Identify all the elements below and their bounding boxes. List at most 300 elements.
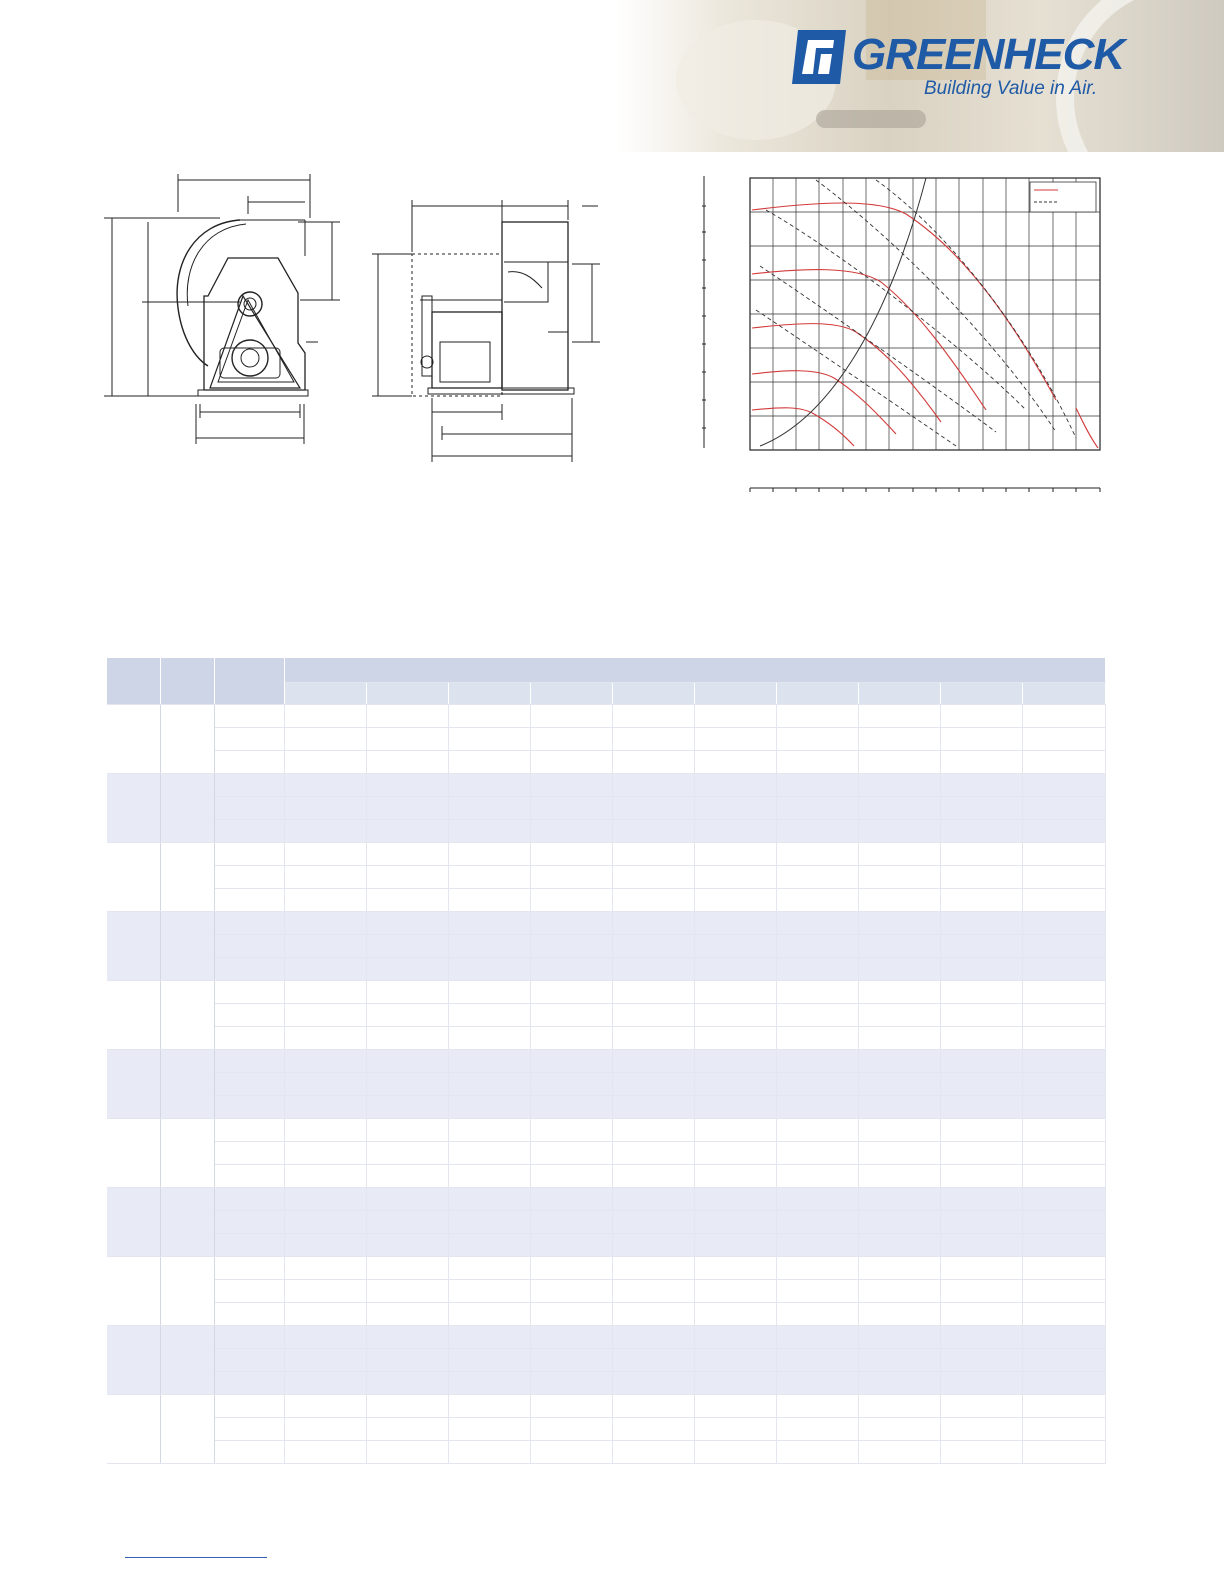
table-cell (940, 1326, 1022, 1349)
group-cell-size (107, 705, 160, 774)
table-cell (940, 728, 1022, 751)
table-cell (284, 1050, 366, 1073)
subheader-cell (694, 683, 776, 705)
table-cell (530, 889, 612, 912)
group-cell-size (107, 912, 160, 981)
table-row (107, 1280, 1105, 1303)
table-cell (366, 1280, 448, 1303)
table-cell (612, 866, 694, 889)
row-label-cell (214, 1211, 284, 1234)
table-cell (612, 1280, 694, 1303)
table-cell (694, 1303, 776, 1326)
table-cell (1022, 797, 1105, 820)
table-cell (448, 912, 530, 935)
table-cell (694, 797, 776, 820)
table-cell (612, 912, 694, 935)
table-cell (858, 958, 940, 981)
performance-table (107, 658, 1106, 1464)
side-view-drawing (372, 192, 602, 467)
table-cell (448, 1441, 530, 1464)
row-label-cell (214, 1280, 284, 1303)
table-cell (284, 1349, 366, 1372)
table-cell (284, 1418, 366, 1441)
group-cell-size (107, 1326, 160, 1395)
group-cell-size (107, 843, 160, 912)
table-cell (1022, 935, 1105, 958)
table-cell (858, 1142, 940, 1165)
table-cell (694, 935, 776, 958)
table-cell (858, 1303, 940, 1326)
group-cell-size (107, 1395, 160, 1464)
row-label-cell (214, 1050, 284, 1073)
table-cell (940, 1303, 1022, 1326)
row-label-cell (214, 1372, 284, 1395)
table-cell (694, 751, 776, 774)
table-cell (612, 1441, 694, 1464)
table-cell (448, 1303, 530, 1326)
table-cell (694, 1165, 776, 1188)
table-cell (694, 889, 776, 912)
table-cell (940, 1257, 1022, 1280)
table-cell (530, 958, 612, 981)
table-cell (612, 1050, 694, 1073)
table-cell (366, 1418, 448, 1441)
group-cell-model (160, 912, 214, 981)
table-cell (694, 1096, 776, 1119)
table-cell (1022, 1050, 1105, 1073)
table-cell (858, 1349, 940, 1372)
table-row (107, 1395, 1105, 1418)
group-cell-model (160, 1050, 214, 1119)
table-row (107, 1142, 1105, 1165)
subheader-cell (612, 683, 694, 705)
table-cell (612, 1349, 694, 1372)
table-row (107, 958, 1105, 981)
table-cell (940, 1349, 1022, 1372)
table-cell (530, 1280, 612, 1303)
table-cell (858, 820, 940, 843)
table-cell (530, 1349, 612, 1372)
table-cell (284, 1004, 366, 1027)
row-label-cell (214, 797, 284, 820)
table-cell (284, 1395, 366, 1418)
table-cell (448, 843, 530, 866)
table-cell (858, 935, 940, 958)
table-cell (1022, 1372, 1105, 1395)
table-cell (858, 1050, 940, 1073)
subheader-cell (448, 683, 530, 705)
table-cell (1022, 1418, 1105, 1441)
table-cell (284, 912, 366, 935)
table-cell (530, 1165, 612, 1188)
row-label-cell (214, 1395, 284, 1418)
table-cell (940, 1027, 1022, 1050)
table-cell (366, 1349, 448, 1372)
table-cell (940, 1395, 1022, 1418)
table-cell (530, 1188, 612, 1211)
table-cell (284, 1234, 366, 1257)
table-cell (530, 1234, 612, 1257)
table-cell (366, 820, 448, 843)
table-cell (1022, 843, 1105, 866)
table-cell (940, 889, 1022, 912)
greenheck-logo-icon (788, 26, 850, 88)
table-cell (694, 1418, 776, 1441)
table-cell (858, 912, 940, 935)
table-cell (284, 1257, 366, 1280)
group-cell-size (107, 1188, 160, 1257)
table-cell (612, 1188, 694, 1211)
row-label-cell (214, 1142, 284, 1165)
table-cell (776, 1441, 858, 1464)
table-cell (530, 1395, 612, 1418)
table-cell (940, 1096, 1022, 1119)
table-cell (858, 1027, 940, 1050)
table-cell (448, 1418, 530, 1441)
table-row (107, 1050, 1105, 1073)
table-cell (448, 1073, 530, 1096)
table-cell (776, 1395, 858, 1418)
table-cell (940, 820, 1022, 843)
table-cell (858, 1165, 940, 1188)
subheader-cell (1022, 683, 1105, 705)
table-row (107, 1372, 1105, 1395)
table-cell (448, 774, 530, 797)
table-cell (612, 889, 694, 912)
table-cell (776, 1234, 858, 1257)
table-cell (530, 1096, 612, 1119)
table-cell (530, 728, 612, 751)
table-row (107, 1303, 1105, 1326)
table-cell (858, 1326, 940, 1349)
table-cell (612, 1027, 694, 1050)
table-cell (284, 1303, 366, 1326)
table-cell (858, 1004, 940, 1027)
table-cell (448, 705, 530, 728)
table-row (107, 751, 1105, 774)
table-row (107, 1073, 1105, 1096)
table-cell (612, 1257, 694, 1280)
table-cell (1022, 1441, 1105, 1464)
table-cell (448, 1372, 530, 1395)
table-cell (858, 1119, 940, 1142)
table-cell (612, 1119, 694, 1142)
table-cell (858, 981, 940, 1004)
table-cell (366, 1142, 448, 1165)
table-cell (694, 1004, 776, 1027)
table-row (107, 1211, 1105, 1234)
table-cell (776, 1119, 858, 1142)
table-cell (448, 1119, 530, 1142)
table-row (107, 705, 1105, 728)
table-cell (366, 1395, 448, 1418)
table-cell (612, 1395, 694, 1418)
table-cell (858, 1211, 940, 1234)
table-cell (776, 843, 858, 866)
row-label-cell (214, 1027, 284, 1050)
table-cell (940, 797, 1022, 820)
table-cell (366, 981, 448, 1004)
table-cell (776, 1372, 858, 1395)
table-cell (366, 728, 448, 751)
table-cell (940, 1004, 1022, 1027)
table-cell (776, 1096, 858, 1119)
table-cell (612, 1165, 694, 1188)
table-cell (612, 958, 694, 981)
row-label-cell (214, 1303, 284, 1326)
table-cell (284, 774, 366, 797)
row-label-cell (214, 843, 284, 866)
table-cell (448, 958, 530, 981)
table-cell (366, 1027, 448, 1050)
table-cell (284, 889, 366, 912)
table-cell (284, 797, 366, 820)
subheader-cell (940, 683, 1022, 705)
table-row (107, 866, 1105, 889)
row-label-cell (214, 866, 284, 889)
table-cell (530, 1418, 612, 1441)
table-cell (940, 958, 1022, 981)
table-cell (448, 1349, 530, 1372)
group-cell-size (107, 1119, 160, 1188)
table-cell (1022, 705, 1105, 728)
table-row (107, 935, 1105, 958)
group-cell-model (160, 1119, 214, 1188)
table-cell (940, 1119, 1022, 1142)
table-cell (530, 705, 612, 728)
table-cell (694, 1372, 776, 1395)
table-cell (366, 1096, 448, 1119)
table-cell (694, 1211, 776, 1234)
table-cell (612, 774, 694, 797)
performance-chart (696, 170, 1116, 500)
table-cell (612, 1211, 694, 1234)
table-cell (1022, 1142, 1105, 1165)
table-cell (776, 1280, 858, 1303)
table-cell (858, 1234, 940, 1257)
table-cell (776, 889, 858, 912)
row-label-cell (214, 1234, 284, 1257)
table-cell (776, 751, 858, 774)
table-cell (284, 728, 366, 751)
row-label-cell (214, 1165, 284, 1188)
group-cell-size (107, 1050, 160, 1119)
table-cell (694, 1119, 776, 1142)
table-cell (776, 1303, 858, 1326)
table-cell (694, 1395, 776, 1418)
table-cell (366, 1188, 448, 1211)
table-row (107, 912, 1105, 935)
table-row (107, 774, 1105, 797)
table-cell (448, 866, 530, 889)
table-cell (776, 1418, 858, 1441)
brand-name: GREENHECK (852, 30, 1125, 79)
table-cell (858, 1280, 940, 1303)
table-cell (366, 1211, 448, 1234)
table-cell (448, 1326, 530, 1349)
table-cell (284, 1073, 366, 1096)
table-cell (940, 705, 1022, 728)
table-cell (1022, 774, 1105, 797)
table-cell (448, 1280, 530, 1303)
table-cell (366, 705, 448, 728)
group-cell-model (160, 981, 214, 1050)
table-cell (1022, 1004, 1105, 1027)
table-cell (858, 889, 940, 912)
table-cell (858, 1188, 940, 1211)
table-cell (776, 912, 858, 935)
table-cell (612, 820, 694, 843)
table-cell (858, 1257, 940, 1280)
table-cell (612, 705, 694, 728)
group-cell-size (107, 1257, 160, 1326)
table-cell (776, 797, 858, 820)
table-cell (694, 1349, 776, 1372)
table-cell (1022, 1165, 1105, 1188)
table-row (107, 797, 1105, 820)
table-cell (858, 774, 940, 797)
row-label-cell (214, 889, 284, 912)
table-cell (776, 935, 858, 958)
table-cell (448, 820, 530, 843)
table-cell (612, 1303, 694, 1326)
row-label-cell (214, 1349, 284, 1372)
header-cell-1 (107, 658, 160, 705)
group-cell-size (107, 981, 160, 1050)
table-cell (284, 1280, 366, 1303)
table-cell (448, 1188, 530, 1211)
table-cell (612, 1142, 694, 1165)
table-cell (366, 1372, 448, 1395)
row-label-cell (214, 1073, 284, 1096)
table-cell (694, 705, 776, 728)
table-cell (448, 1234, 530, 1257)
table-cell (940, 751, 1022, 774)
table-cell (1022, 1027, 1105, 1050)
table-cell (284, 843, 366, 866)
table-cell (448, 1165, 530, 1188)
table-cell (284, 981, 366, 1004)
table-cell (1022, 1395, 1105, 1418)
table-cell (448, 889, 530, 912)
table-row (107, 1188, 1105, 1211)
table-cell (694, 1073, 776, 1096)
table-cell (612, 751, 694, 774)
row-label-cell (214, 958, 284, 981)
table-cell (940, 1234, 1022, 1257)
table-row (107, 1119, 1105, 1142)
table-cell (530, 1303, 612, 1326)
table-cell (776, 1073, 858, 1096)
table-cell (284, 1441, 366, 1464)
brand-tagline: Building Value in Air. (924, 78, 1098, 99)
table-cell (694, 774, 776, 797)
table-row (107, 1234, 1105, 1257)
table-cell (694, 728, 776, 751)
table-cell (366, 912, 448, 935)
table-cell (530, 1257, 612, 1280)
chart-left-axis (702, 176, 706, 448)
table-cell (366, 935, 448, 958)
table-cell (776, 1349, 858, 1372)
table-cell (366, 866, 448, 889)
table-cell (694, 1234, 776, 1257)
table-cell (694, 958, 776, 981)
table-cell (776, 1027, 858, 1050)
table-cell (448, 1257, 530, 1280)
table-cell (1022, 1257, 1105, 1280)
table-cell (940, 1441, 1022, 1464)
table-cell (530, 751, 612, 774)
table-cell (284, 1372, 366, 1395)
table-cell (366, 1165, 448, 1188)
table-cell (530, 935, 612, 958)
row-label-cell (214, 751, 284, 774)
table-row (107, 1441, 1105, 1464)
table-cell (284, 1188, 366, 1211)
row-label-cell (214, 1441, 284, 1464)
front-view-drawing (100, 168, 350, 458)
table-cell (366, 797, 448, 820)
row-label-cell (214, 1004, 284, 1027)
table-cell (366, 1119, 448, 1142)
row-label-cell (214, 820, 284, 843)
table-cell (530, 1119, 612, 1142)
table-cell (530, 1027, 612, 1050)
table-cell (694, 1142, 776, 1165)
table-cell (284, 1027, 366, 1050)
footer-link-underline[interactable] (125, 1557, 267, 1558)
row-label-cell (214, 1188, 284, 1211)
table-cell (366, 1050, 448, 1073)
table-cell (940, 843, 1022, 866)
subheader-cell (776, 683, 858, 705)
table-cell (694, 1280, 776, 1303)
group-cell-model (160, 774, 214, 843)
group-cell-size (107, 774, 160, 843)
table-cell (776, 1188, 858, 1211)
table-cell (776, 866, 858, 889)
table-cell (694, 1257, 776, 1280)
table-cell (858, 1096, 940, 1119)
group-cell-model (160, 843, 214, 912)
header-cell-2 (160, 658, 214, 705)
table-cell (612, 981, 694, 1004)
table-cell (612, 1004, 694, 1027)
table-cell (530, 797, 612, 820)
table-cell (448, 1004, 530, 1027)
table-cell (776, 1142, 858, 1165)
table-cell (530, 1372, 612, 1395)
table-cell (940, 1418, 1022, 1441)
table-cell (530, 981, 612, 1004)
table-cell (858, 1073, 940, 1096)
table-cell (284, 1165, 366, 1188)
table-cell (366, 1303, 448, 1326)
table-cell (776, 705, 858, 728)
table-cell (940, 1280, 1022, 1303)
table-cell (694, 912, 776, 935)
table-cell (858, 1418, 940, 1441)
table-row (107, 889, 1105, 912)
table-cell (1022, 1326, 1105, 1349)
table-cell (1022, 1188, 1105, 1211)
table-cell (694, 1441, 776, 1464)
table-cell (1022, 1234, 1105, 1257)
subheader-cell (530, 683, 612, 705)
table-row (107, 1326, 1105, 1349)
group-cell-model (160, 1188, 214, 1257)
